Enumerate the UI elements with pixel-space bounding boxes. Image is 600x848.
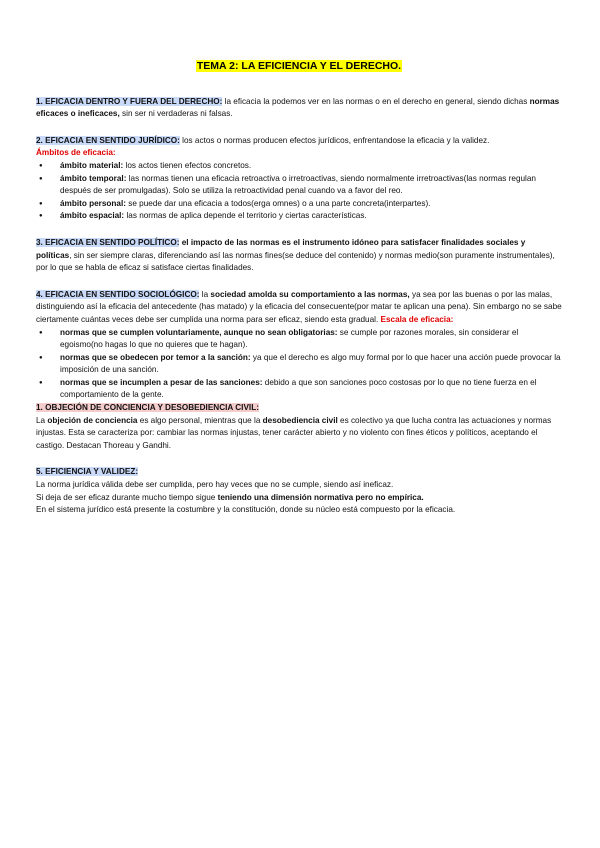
section-3-paragraph xyxy=(36,237,562,275)
section-4-subheading: Escala de eficacia: xyxy=(380,314,454,324)
subsection-bold-1: objeción de conciencia xyxy=(47,415,138,425)
section-1-bold: normas eficaces o ineficaces, xyxy=(36,96,560,119)
section-5-line-3: En el sistema jurídico está presente la costumbre y la constitución, donde su núcleo está compuesto por la eficacia. xyxy=(36,505,456,515)
section-4-heading: 4. EFICACIA EN SENTIDO SOCIOLÓGICO: xyxy=(36,289,200,299)
list-item-term: normas que se incumplen a pesar de las sanciones: xyxy=(60,377,263,387)
section-2-paragraph xyxy=(36,135,562,148)
list-item-term: ámbito personal: xyxy=(60,198,126,208)
subsection-paragraph xyxy=(36,415,562,453)
list-item-term: normas que se obedecen por temor a la sanción: xyxy=(60,352,251,362)
section-3-heading: 3. EFICACIA EN SENTIDO POLÍTICO: xyxy=(36,237,180,247)
escala-list xyxy=(36,327,562,403)
section-eficacia-politico xyxy=(36,237,562,275)
section-eficacia-sociologico xyxy=(36,289,562,402)
subsection-heading-line xyxy=(36,402,562,415)
list-item-text: las normas de aplica depende el territorio y ciertas características. xyxy=(124,211,367,221)
document-body xyxy=(36,60,562,531)
list-item-text: ya que el derecho es algo muy formal por lo que hacer una acción puede provocar la imposición de una sanción. xyxy=(60,352,561,375)
subsection-heading: 1. OBJECIÓN DE CONCIENCIA Y DESOBEDIENCIA CIVIL: xyxy=(36,403,259,413)
list-item xyxy=(36,327,562,352)
ambitos-list xyxy=(36,160,562,223)
document-title: TEMA 2: LA EFICIENCIA Y EL DERECHO. xyxy=(196,60,402,72)
section-objecion-conciencia xyxy=(36,402,562,452)
list-item-term: normas que se cumplen voluntariamente, aunque no sean obligatorias: xyxy=(60,327,338,337)
section-1-text: la eficacia la podemos ver en las normas o en el derecho en general, siendo dichas xyxy=(222,96,530,106)
list-item-text: los actos tienen efectos concretos. xyxy=(123,160,252,170)
list-item xyxy=(36,210,562,223)
list-item-text: debido a que son sanciones poco costosas por lo que no tiene fuerza en el comportamiento de la gente. xyxy=(60,377,537,400)
section-2-heading: 2. EFICACIA EN SENTIDO JURÍDICO: xyxy=(36,135,180,145)
subsection-text: La xyxy=(36,415,48,425)
section-5-heading: 5. EFICIENCIA Y VALIDEZ: xyxy=(36,467,139,477)
section-3-text: , sin ser siempre claras, diferenciando así las normas fines(se deduce del contenido) y normas medio(son puramente instrumentales), por lo que se habla de eficaz si satisface ciertas finalidades. xyxy=(36,250,555,273)
subsection-text-2: es algo personal, mientras que la xyxy=(137,415,263,425)
list-item-term: ámbito temporal: xyxy=(60,173,127,183)
section-4-bold: sociedad amolda su comportamiento a las normas, xyxy=(210,289,410,299)
section-5-line-1: La norma jurídica válida debe ser cumplida, pero hay veces que no se cumple, siendo así ineficaz. xyxy=(36,480,394,490)
list-item-text: se puede dar una eficacia a todos(erga omnes) o a una parte concreta(interpartes). xyxy=(125,198,431,208)
subsection-bold-2: desobediencia civil xyxy=(262,415,338,425)
section-4-text: la xyxy=(199,289,211,299)
section-1-paragraph xyxy=(36,96,562,121)
section-3-bold: el impacto de las normas es el instrumento idóneo para satisfacer finalidades sociales y políticas xyxy=(36,237,526,260)
list-item xyxy=(36,173,562,198)
section-eficacia-dentro-fuera xyxy=(36,96,562,121)
list-item xyxy=(36,198,562,211)
title-line xyxy=(36,60,562,74)
section-2-text: los actos o normas producen efectos jurídicos, enfrentandose la eficacia y la validez. xyxy=(179,135,490,145)
list-item-text: se cumple por razones morales, sin considerar el egoismo(no hagas lo que no quieres que te hagan). xyxy=(60,327,519,350)
section-1-text-end: sin ser ni verdaderas ni falsas. xyxy=(119,109,233,119)
section-eficacia-juridico xyxy=(36,135,562,223)
section-4-paragraph xyxy=(36,289,562,327)
section-4-text-end: ya sea por las buenas o por las malas, distinguiendo así la eficacia del antecedente (has matado) y la eficacia del consecuente(por matar te aplican una pena). Sin embargo no se sabe ciertamente cuántas veces debe ser cumplida una norma para ser eficaz, siendo esta gradual. xyxy=(36,289,562,324)
list-item-term: ámbito material: xyxy=(60,160,124,170)
section-5-heading-line xyxy=(36,466,562,479)
section-1-heading: 1. EFICACIA DENTRO Y FUERA DEL DERECHO: xyxy=(36,96,223,106)
list-item xyxy=(36,160,562,173)
section-5-line-2 xyxy=(36,492,562,505)
list-item xyxy=(36,377,562,402)
list-item-text: las normas tienen una eficacia retroactiva o irretroactivas, siendo normalmente irretroactivas(las normas regulan después de ser promulgadas). Solo se utiliza la retroactividad penal cuando va a favor del reo. xyxy=(60,173,536,196)
section-2-subheading: Ámbitos de eficacia: xyxy=(36,148,116,158)
subsection-text-3: es colectivo ya que lucha contra las actuaciones y normas injustas. Esta se caracteriza por: cambiar las normas injustas, tener carácter abierto y no violento con fines éticos y políticos, aceptando el castigo. Destacan Thoreau y Gandhi. xyxy=(36,415,552,450)
section-5-text: Si deja de ser eficaz durante mucho tiempo sigue xyxy=(36,492,218,502)
list-item-term: ámbito espacial: xyxy=(60,211,125,221)
section-5-bold: teniendo una dimensión normativa pero no empírica. xyxy=(217,492,424,502)
list-item xyxy=(36,352,562,377)
section-eficiencia-validez xyxy=(36,466,562,516)
